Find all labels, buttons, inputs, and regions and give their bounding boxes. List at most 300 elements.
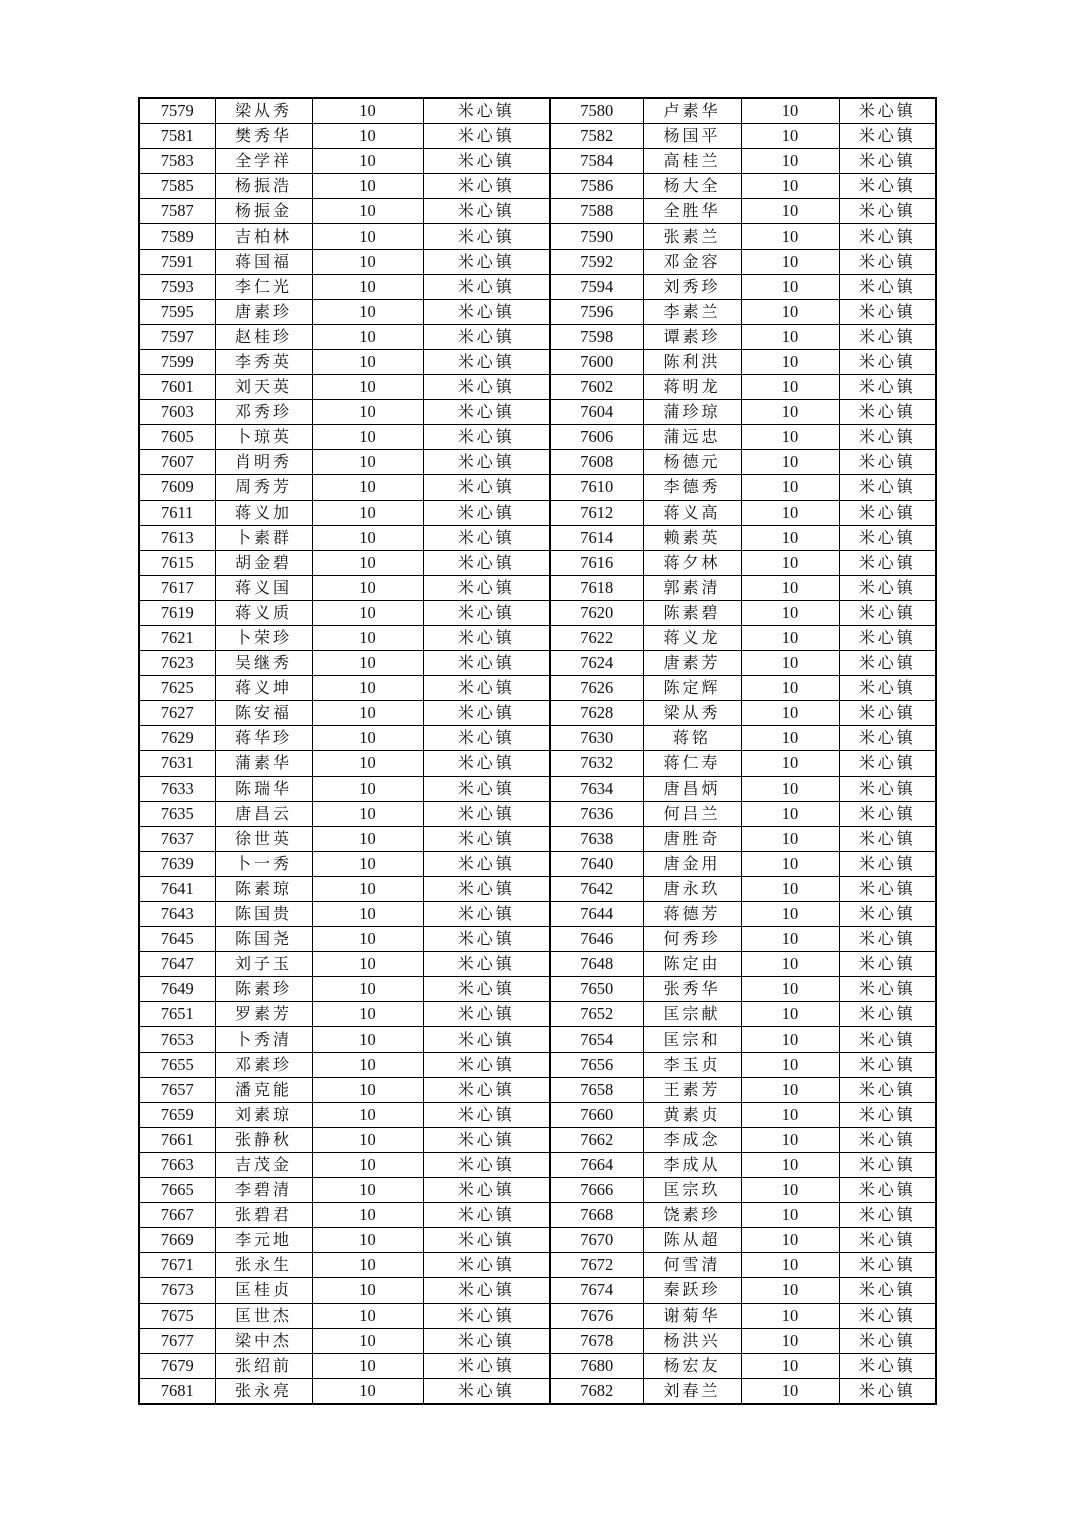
right-id-cell: 7618 <box>550 575 643 600</box>
right-name-cell: 谢菊华 <box>643 1303 741 1328</box>
table-row <box>139 1052 936 1077</box>
left-id-cell: 7665 <box>139 1178 215 1203</box>
right-town-cell: 米心镇 <box>839 1052 936 1077</box>
right-id-cell: 7586 <box>550 174 643 199</box>
right-id-cell: 7638 <box>550 826 643 851</box>
left-name-cell: 张碧君 <box>215 1203 312 1228</box>
right-id-cell: 7584 <box>550 149 643 174</box>
table-row <box>139 249 936 274</box>
right-id-cell: 7650 <box>550 977 643 1002</box>
left-town-cell: 米心镇 <box>423 1253 550 1278</box>
table-row <box>139 450 936 475</box>
left-id-cell: 7679 <box>139 1353 215 1378</box>
left-town-cell: 米心镇 <box>423 1203 550 1228</box>
left-id-cell: 7625 <box>139 676 215 701</box>
table-row <box>139 952 936 977</box>
right-id-cell: 7678 <box>550 1328 643 1353</box>
left-id-cell: 7651 <box>139 1002 215 1027</box>
table-row <box>139 851 936 876</box>
right-id-cell: 7622 <box>550 625 643 650</box>
left-town-cell: 米心镇 <box>423 801 550 826</box>
right-id-cell: 7582 <box>550 124 643 149</box>
right-name-cell: 赖素英 <box>643 525 741 550</box>
right-id-cell: 7668 <box>550 1203 643 1228</box>
right-amount-cell: 10 <box>741 1253 839 1278</box>
right-name-cell: 杨德元 <box>643 450 741 475</box>
right-id-cell: 7654 <box>550 1027 643 1052</box>
left-town-cell: 米心镇 <box>423 1052 550 1077</box>
table-row <box>139 726 936 751</box>
left-town-cell: 米心镇 <box>423 1378 550 1404</box>
left-amount-cell: 10 <box>312 550 423 575</box>
left-town-cell: 米心镇 <box>423 1178 550 1203</box>
right-id-cell: 7670 <box>550 1228 643 1253</box>
left-id-cell: 7631 <box>139 751 215 776</box>
left-amount-cell: 10 <box>312 927 423 952</box>
right-town-cell: 米心镇 <box>839 1303 936 1328</box>
left-name-cell: 徐世英 <box>215 826 312 851</box>
left-amount-cell: 10 <box>312 349 423 374</box>
right-name-cell: 何吕兰 <box>643 801 741 826</box>
left-name-cell: 李碧清 <box>215 1178 312 1203</box>
right-name-cell: 刘秀珍 <box>643 274 741 299</box>
left-name-cell: 卜秀清 <box>215 1027 312 1052</box>
right-amount-cell: 10 <box>741 550 839 575</box>
right-name-cell: 杨国平 <box>643 124 741 149</box>
right-town-cell: 米心镇 <box>839 600 936 625</box>
left-name-cell: 匡桂贞 <box>215 1278 312 1303</box>
right-amount-cell: 10 <box>741 1353 839 1378</box>
right-amount-cell: 10 <box>741 500 839 525</box>
right-id-cell: 7620 <box>550 600 643 625</box>
right-town-cell: 米心镇 <box>839 952 936 977</box>
right-name-cell: 唐金用 <box>643 851 741 876</box>
right-amount-cell: 10 <box>741 751 839 776</box>
left-amount-cell: 10 <box>312 324 423 349</box>
left-id-cell: 7609 <box>139 475 215 500</box>
table-row <box>139 500 936 525</box>
right-town-cell: 米心镇 <box>839 1127 936 1152</box>
right-town-cell: 米心镇 <box>839 1077 936 1102</box>
left-name-cell: 吉柏林 <box>215 224 312 249</box>
right-id-cell: 7646 <box>550 927 643 952</box>
left-amount-cell: 10 <box>312 274 423 299</box>
left-id-cell: 7677 <box>139 1328 215 1353</box>
left-name-cell: 卜一秀 <box>215 851 312 876</box>
table-row <box>139 977 936 1002</box>
right-town-cell: 米心镇 <box>839 701 936 726</box>
right-town-cell: 米心镇 <box>839 575 936 600</box>
right-amount-cell: 10 <box>741 952 839 977</box>
right-id-cell: 7656 <box>550 1052 643 1077</box>
table-row <box>139 199 936 224</box>
left-town-cell: 米心镇 <box>423 224 550 249</box>
right-name-cell: 卢素华 <box>643 98 741 124</box>
right-id-cell: 7682 <box>550 1378 643 1404</box>
right-id-cell: 7596 <box>550 299 643 324</box>
right-amount-cell: 10 <box>741 349 839 374</box>
left-amount-cell: 10 <box>312 600 423 625</box>
right-id-cell: 7648 <box>550 952 643 977</box>
right-amount-cell: 10 <box>741 1102 839 1127</box>
right-name-cell: 陈利洪 <box>643 349 741 374</box>
left-town-cell: 米心镇 <box>423 1353 550 1378</box>
right-name-cell: 陈定由 <box>643 952 741 977</box>
left-name-cell: 刘子玉 <box>215 952 312 977</box>
right-amount-cell: 10 <box>741 651 839 676</box>
left-id-cell: 7661 <box>139 1127 215 1152</box>
right-amount-cell: 10 <box>741 776 839 801</box>
right-town-cell: 米心镇 <box>839 801 936 826</box>
right-id-cell: 7662 <box>550 1127 643 1152</box>
roster-body <box>139 98 936 1404</box>
left-id-cell: 7633 <box>139 776 215 801</box>
right-town-cell: 米心镇 <box>839 1228 936 1253</box>
right-amount-cell: 10 <box>741 1077 839 1102</box>
left-town-cell: 米心镇 <box>423 651 550 676</box>
left-id-cell: 7647 <box>139 952 215 977</box>
right-town-cell: 米心镇 <box>839 274 936 299</box>
left-amount-cell: 10 <box>312 299 423 324</box>
left-amount-cell: 10 <box>312 249 423 274</box>
right-id-cell: 7592 <box>550 249 643 274</box>
left-town-cell: 米心镇 <box>423 927 550 952</box>
left-name-cell: 唐昌云 <box>215 801 312 826</box>
table-row <box>139 299 936 324</box>
left-town-cell: 米心镇 <box>423 1328 550 1353</box>
right-id-cell: 7642 <box>550 876 643 901</box>
right-town-cell: 米心镇 <box>839 651 936 676</box>
right-id-cell: 7588 <box>550 199 643 224</box>
table-row <box>139 274 936 299</box>
table-row <box>139 525 936 550</box>
left-amount-cell: 10 <box>312 475 423 500</box>
left-id-cell: 7667 <box>139 1203 215 1228</box>
right-town-cell: 米心镇 <box>839 1102 936 1127</box>
left-town-cell: 米心镇 <box>423 124 550 149</box>
left-town-cell: 米心镇 <box>423 1102 550 1127</box>
left-amount-cell: 10 <box>312 149 423 174</box>
left-name-cell: 刘天英 <box>215 375 312 400</box>
left-amount-cell: 10 <box>312 1077 423 1102</box>
left-amount-cell: 10 <box>312 1228 423 1253</box>
right-name-cell: 蒋铭 <box>643 726 741 751</box>
left-name-cell: 杨振浩 <box>215 174 312 199</box>
right-id-cell: 7672 <box>550 1253 643 1278</box>
left-name-cell: 邓素珍 <box>215 1052 312 1077</box>
right-id-cell: 7630 <box>550 726 643 751</box>
table-row <box>139 1328 936 1353</box>
right-town-cell: 米心镇 <box>839 249 936 274</box>
table-row <box>139 927 936 952</box>
left-name-cell: 蒋义国 <box>215 575 312 600</box>
right-id-cell: 7632 <box>550 751 643 776</box>
right-name-cell: 李成念 <box>643 1127 741 1152</box>
left-id-cell: 7605 <box>139 425 215 450</box>
right-town-cell: 米心镇 <box>839 98 936 124</box>
left-town-cell: 米心镇 <box>423 851 550 876</box>
left-name-cell: 刘素琼 <box>215 1102 312 1127</box>
left-town-cell: 米心镇 <box>423 1278 550 1303</box>
left-amount-cell: 10 <box>312 851 423 876</box>
table-row <box>139 676 936 701</box>
right-town-cell: 米心镇 <box>839 174 936 199</box>
right-name-cell: 张素兰 <box>643 224 741 249</box>
left-name-cell: 蒋义加 <box>215 500 312 525</box>
right-amount-cell: 10 <box>741 249 839 274</box>
right-town-cell: 米心镇 <box>839 525 936 550</box>
table-row <box>139 625 936 650</box>
left-id-cell: 7623 <box>139 651 215 676</box>
left-town-cell: 米心镇 <box>423 349 550 374</box>
table-row <box>139 124 936 149</box>
right-town-cell: 米心镇 <box>839 1203 936 1228</box>
right-id-cell: 7658 <box>550 1077 643 1102</box>
table-row <box>139 1002 936 1027</box>
left-name-cell: 张永生 <box>215 1253 312 1278</box>
left-id-cell: 7659 <box>139 1102 215 1127</box>
right-town-cell: 米心镇 <box>839 1253 936 1278</box>
table-row <box>139 425 936 450</box>
left-id-cell: 7637 <box>139 826 215 851</box>
left-town-cell: 米心镇 <box>423 826 550 851</box>
left-amount-cell: 10 <box>312 1127 423 1152</box>
right-amount-cell: 10 <box>741 475 839 500</box>
left-town-cell: 米心镇 <box>423 625 550 650</box>
left-id-cell: 7641 <box>139 876 215 901</box>
left-name-cell: 罗素芳 <box>215 1002 312 1027</box>
right-name-cell: 匡宗和 <box>643 1027 741 1052</box>
right-town-cell: 米心镇 <box>839 349 936 374</box>
right-amount-cell: 10 <box>741 525 839 550</box>
left-town-cell: 米心镇 <box>423 475 550 500</box>
right-name-cell: 唐昌炳 <box>643 776 741 801</box>
right-amount-cell: 10 <box>741 224 839 249</box>
table-row <box>139 149 936 174</box>
left-id-cell: 7655 <box>139 1052 215 1077</box>
table-row <box>139 400 936 425</box>
right-town-cell: 米心镇 <box>839 1278 936 1303</box>
left-amount-cell: 10 <box>312 902 423 927</box>
left-amount-cell: 10 <box>312 1353 423 1378</box>
left-name-cell: 张永亮 <box>215 1378 312 1404</box>
right-id-cell: 7674 <box>550 1278 643 1303</box>
right-name-cell: 杨洪兴 <box>643 1328 741 1353</box>
right-town-cell: 米心镇 <box>839 776 936 801</box>
right-amount-cell: 10 <box>741 1203 839 1228</box>
left-amount-cell: 10 <box>312 500 423 525</box>
left-town-cell: 米心镇 <box>423 550 550 575</box>
right-id-cell: 7626 <box>550 676 643 701</box>
right-name-cell: 李素兰 <box>643 299 741 324</box>
left-amount-cell: 10 <box>312 400 423 425</box>
left-amount-cell: 10 <box>312 124 423 149</box>
right-amount-cell: 10 <box>741 299 839 324</box>
right-id-cell: 7610 <box>550 475 643 500</box>
right-amount-cell: 10 <box>741 876 839 901</box>
right-amount-cell: 10 <box>741 124 839 149</box>
right-id-cell: 7634 <box>550 776 643 801</box>
left-town-cell: 米心镇 <box>423 876 550 901</box>
right-id-cell: 7640 <box>550 851 643 876</box>
left-id-cell: 7591 <box>139 249 215 274</box>
right-name-cell: 唐永玖 <box>643 876 741 901</box>
left-name-cell: 蒋义坤 <box>215 676 312 701</box>
left-name-cell: 唐素珍 <box>215 299 312 324</box>
right-town-cell: 米心镇 <box>839 1378 936 1404</box>
right-name-cell: 蒋夕林 <box>643 550 741 575</box>
right-town-cell: 米心镇 <box>839 676 936 701</box>
left-amount-cell: 10 <box>312 1027 423 1052</box>
table-row <box>139 349 936 374</box>
right-amount-cell: 10 <box>741 274 839 299</box>
left-town-cell: 米心镇 <box>423 1228 550 1253</box>
left-town-cell: 米心镇 <box>423 977 550 1002</box>
right-name-cell: 蒋明龙 <box>643 375 741 400</box>
left-id-cell: 7669 <box>139 1228 215 1253</box>
right-id-cell: 7604 <box>550 400 643 425</box>
right-name-cell: 梁从秀 <box>643 701 741 726</box>
right-id-cell: 7600 <box>550 349 643 374</box>
table-row <box>139 550 936 575</box>
right-amount-cell: 10 <box>741 1303 839 1328</box>
right-name-cell: 杨宏友 <box>643 1353 741 1378</box>
left-id-cell: 7597 <box>139 324 215 349</box>
right-town-cell: 米心镇 <box>839 625 936 650</box>
left-town-cell: 米心镇 <box>423 324 550 349</box>
left-id-cell: 7673 <box>139 1278 215 1303</box>
left-name-cell: 全学祥 <box>215 149 312 174</box>
table-row <box>139 1152 936 1177</box>
table-row <box>139 475 936 500</box>
right-amount-cell: 10 <box>741 625 839 650</box>
right-amount-cell: 10 <box>741 1152 839 1177</box>
left-id-cell: 7657 <box>139 1077 215 1102</box>
right-name-cell: 何雪清 <box>643 1253 741 1278</box>
right-id-cell: 7590 <box>550 224 643 249</box>
left-amount-cell: 10 <box>312 977 423 1002</box>
right-town-cell: 米心镇 <box>839 124 936 149</box>
right-town-cell: 米心镇 <box>839 826 936 851</box>
left-id-cell: 7601 <box>139 375 215 400</box>
left-amount-cell: 10 <box>312 726 423 751</box>
right-id-cell: 7606 <box>550 425 643 450</box>
right-id-cell: 7680 <box>550 1353 643 1378</box>
left-id-cell: 7663 <box>139 1152 215 1177</box>
right-amount-cell: 10 <box>741 1378 839 1404</box>
table-row <box>139 1228 936 1253</box>
right-town-cell: 米心镇 <box>839 425 936 450</box>
table-row <box>139 600 936 625</box>
right-name-cell: 李德秀 <box>643 475 741 500</box>
right-name-cell: 陈素碧 <box>643 600 741 625</box>
left-town-cell: 米心镇 <box>423 500 550 525</box>
left-id-cell: 7619 <box>139 600 215 625</box>
left-town-cell: 米心镇 <box>423 676 550 701</box>
left-id-cell: 7583 <box>139 149 215 174</box>
right-town-cell: 米心镇 <box>839 927 936 952</box>
left-id-cell: 7621 <box>139 625 215 650</box>
right-town-cell: 米心镇 <box>839 1027 936 1052</box>
left-town-cell: 米心镇 <box>423 701 550 726</box>
left-name-cell: 卜素群 <box>215 525 312 550</box>
right-id-cell: 7614 <box>550 525 643 550</box>
right-id-cell: 7636 <box>550 801 643 826</box>
right-amount-cell: 10 <box>741 149 839 174</box>
right-name-cell: 刘春兰 <box>643 1378 741 1404</box>
right-town-cell: 米心镇 <box>839 1152 936 1177</box>
left-id-cell: 7649 <box>139 977 215 1002</box>
left-amount-cell: 10 <box>312 525 423 550</box>
left-town-cell: 米心镇 <box>423 375 550 400</box>
table-row <box>139 1303 936 1328</box>
left-town-cell: 米心镇 <box>423 600 550 625</box>
right-amount-cell: 10 <box>741 1178 839 1203</box>
table-row <box>139 701 936 726</box>
right-amount-cell: 10 <box>741 927 839 952</box>
table-row <box>139 224 936 249</box>
right-id-cell: 7608 <box>550 450 643 475</box>
left-name-cell: 陈国尧 <box>215 927 312 952</box>
left-name-cell: 周秀芳 <box>215 475 312 500</box>
left-town-cell: 米心镇 <box>423 1002 550 1027</box>
left-id-cell: 7613 <box>139 525 215 550</box>
right-town-cell: 米心镇 <box>839 500 936 525</box>
left-id-cell: 7587 <box>139 199 215 224</box>
right-name-cell: 匡宗献 <box>643 1002 741 1027</box>
right-id-cell: 7652 <box>550 1002 643 1027</box>
right-town-cell: 米心镇 <box>839 550 936 575</box>
right-town-cell: 米心镇 <box>839 1353 936 1378</box>
left-amount-cell: 10 <box>312 751 423 776</box>
right-name-cell: 蒋仁寿 <box>643 751 741 776</box>
right-name-cell: 黄素贞 <box>643 1102 741 1127</box>
right-amount-cell: 10 <box>741 174 839 199</box>
right-amount-cell: 10 <box>741 1278 839 1303</box>
left-id-cell: 7635 <box>139 801 215 826</box>
table-row <box>139 826 936 851</box>
left-id-cell: 7645 <box>139 927 215 952</box>
table-row <box>139 1102 936 1127</box>
table-row <box>139 876 936 901</box>
right-amount-cell: 10 <box>741 600 839 625</box>
left-id-cell: 7627 <box>139 701 215 726</box>
left-name-cell: 李元地 <box>215 1228 312 1253</box>
table-row <box>139 324 936 349</box>
table-row <box>139 1077 936 1102</box>
left-name-cell: 蒋华珍 <box>215 726 312 751</box>
right-name-cell: 唐胜奇 <box>643 826 741 851</box>
right-amount-cell: 10 <box>741 450 839 475</box>
right-id-cell: 7616 <box>550 550 643 575</box>
table-row <box>139 174 936 199</box>
table-row <box>139 902 936 927</box>
right-id-cell: 7624 <box>550 651 643 676</box>
left-id-cell: 7643 <box>139 902 215 927</box>
left-amount-cell: 10 <box>312 224 423 249</box>
right-amount-cell: 10 <box>741 726 839 751</box>
left-amount-cell: 10 <box>312 1178 423 1203</box>
left-id-cell: 7611 <box>139 500 215 525</box>
right-town-cell: 米心镇 <box>839 400 936 425</box>
right-name-cell: 邓金容 <box>643 249 741 274</box>
right-id-cell: 7628 <box>550 701 643 726</box>
right-name-cell: 何秀珍 <box>643 927 741 952</box>
right-amount-cell: 10 <box>741 1052 839 1077</box>
right-name-cell: 全胜华 <box>643 199 741 224</box>
right-amount-cell: 10 <box>741 575 839 600</box>
right-amount-cell: 10 <box>741 1002 839 1027</box>
